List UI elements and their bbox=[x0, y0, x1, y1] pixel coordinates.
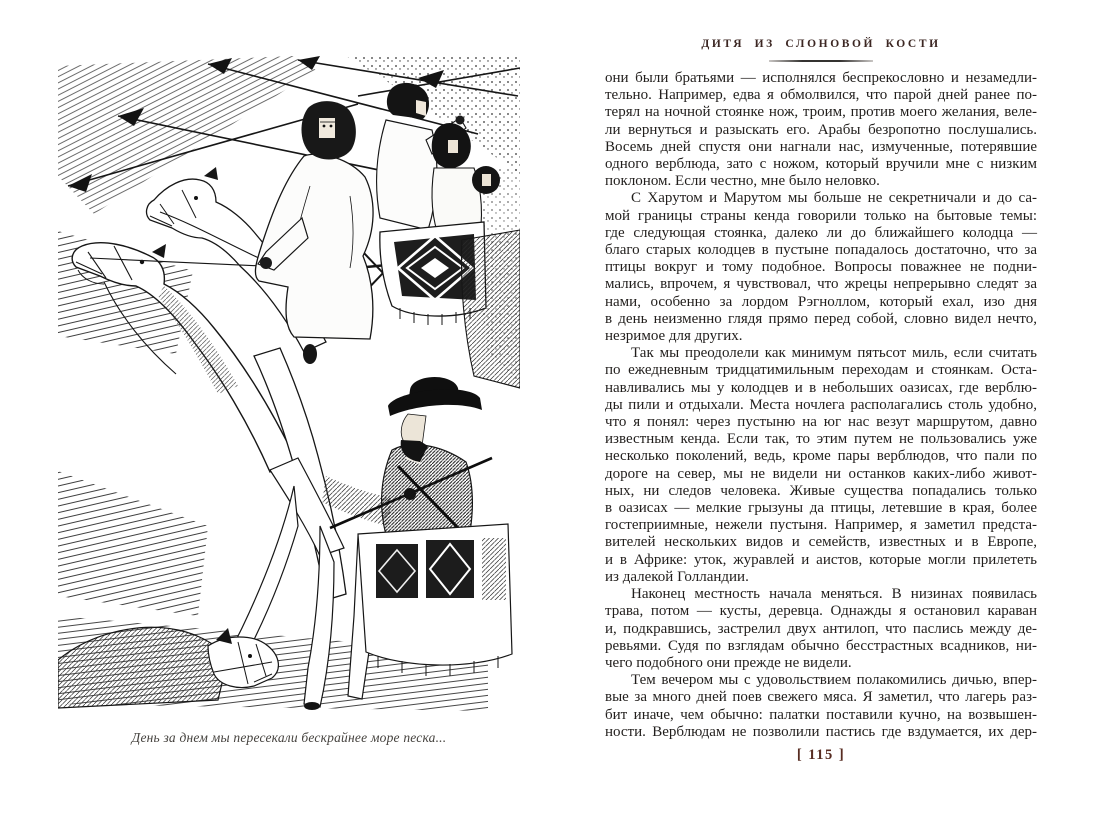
text-line: С Харутом и Марутом мы больше не секретничали и до са- bbox=[631, 190, 1037, 207]
text-line: несколько поколений, ведь, кроме пары верблюдов, что пали по bbox=[605, 448, 1037, 465]
saddle-bags bbox=[358, 524, 512, 676]
text-line: Наконец местность начала меняться. В низинах появилась bbox=[631, 586, 1037, 603]
text-line: где следующая стоянка, далеко ли до ближайшего колодца — bbox=[605, 224, 1037, 241]
text-line: вые за много дней поев свежего мяса. Я заметил, что лагерь раз- bbox=[605, 689, 1037, 706]
text-line: благо старых колодцев в пустыне попадалось достаточно, что за bbox=[605, 242, 1037, 259]
text-line: они были братьями — исполнялся беспрекословно и незамедли- bbox=[605, 70, 1037, 86]
text-line: мой границы страны кенда говорили только на бытовые темы: bbox=[605, 207, 1037, 224]
text-line: гостеприимные, нежели пустыня. Например, я заметил предста- bbox=[605, 517, 1037, 534]
text-line: вителей нескольких видов и семейств, известных и в Европе, bbox=[605, 534, 1037, 551]
main-rider bbox=[255, 101, 373, 364]
text-line: бит иначе, чем обычно: палатки поставили кучно, на возвышен- bbox=[605, 706, 1037, 723]
running-head: ДИТЯ ИЗ СЛОНОВОЙ КОСТИ bbox=[701, 38, 941, 50]
illustration-svg bbox=[58, 56, 520, 721]
text-line: чего подобного они прежде не видели. bbox=[605, 654, 852, 671]
text-line: мались, впрочем, я чувствовал, что жрецы непрерывно следят за bbox=[605, 276, 1037, 293]
text-line: Тем вечером мы с удовольствием полакомились дичью, впер- bbox=[631, 672, 1037, 689]
text-line: Так мы преодолели как минимум пятьсот миль, если считать bbox=[631, 345, 1037, 362]
hatched-blanket bbox=[462, 230, 521, 388]
text-line: в день неизменно глядя прямо перед собой, словно видел нечто, bbox=[605, 310, 1037, 327]
text-line: одного верблюда, зато с ножом, который вручили мне с низким bbox=[605, 156, 1037, 173]
text-line: терял на ночной стоянке нож, троим, против моего желания, веле- bbox=[605, 104, 1037, 121]
running-head-divider bbox=[769, 60, 873, 62]
text-line: известным кенда. Если так, то этим путем не пользовались уже bbox=[605, 431, 1037, 448]
text-line: в оазисах — мелкие грызуны да птицы, летевшие в края, более bbox=[605, 500, 1037, 517]
text-line: нами, особенно за лордом Рэгноллом, который ехал, изо дня bbox=[605, 293, 1037, 310]
text-line: поклоном. Если честно, мне было неловко. bbox=[605, 173, 880, 190]
text-line: из далекой Голландии. bbox=[605, 568, 749, 585]
illustration-caption: День за днем мы пересекали бескрайнее море песка... bbox=[131, 730, 447, 745]
text-line: дороге на север, мы не видели ни останков каких-либо живот- bbox=[605, 465, 1037, 482]
camel-caravan-illustration bbox=[58, 56, 520, 721]
text-line: и, подкравшись, застрелил двух антилоп, что паслись между де- bbox=[605, 620, 1037, 637]
text-line: что я понял: через пустыню на юг нас везут маршрутом, давно bbox=[605, 414, 1037, 431]
text-line: ли вернуться и разыскать его. Арабы безропотно послушались. bbox=[605, 121, 1037, 138]
text-line: Восемь дней спустя они нагнали нас, измученные, потерявшие bbox=[605, 138, 1037, 155]
text-line: навливались мы у колодцев и в небольших оазисах, где верблю- bbox=[605, 379, 1037, 396]
text-line: ды пили и отдыхали. Места ночлега располагались столь удобно, bbox=[605, 396, 1037, 413]
text-line: ных, ни следов человека. Живые существа попадались только bbox=[605, 482, 1037, 499]
text-line: незримое для других. bbox=[605, 328, 743, 345]
text-line: птицы вокруг и тому подобное. Вопросы поважнее не подни- bbox=[605, 259, 1037, 276]
text-line: трава, потом — кусты, деревца. Однажды я остановил караван bbox=[605, 603, 1037, 620]
text-line: по ежедневным тридцатимильным переходам и стоянкам. Оста- bbox=[605, 362, 1037, 379]
text-line: ревьями. Судя по взглядам обычно бесстрастных всадников, ни- bbox=[605, 637, 1037, 654]
text-column bbox=[605, 70, 1037, 741]
page-number: [ 115 ] bbox=[796, 747, 846, 763]
text-line: и в Африке: уток, журавлей и аистов, которые могли прилететь bbox=[605, 551, 1037, 568]
text-line: ности. Верблюдам не позволили пастись где вздумается, их дер- bbox=[605, 723, 1037, 740]
text-line: тельно. Например, едва я обмолвился, что парой дней ранее по- bbox=[605, 87, 1037, 104]
